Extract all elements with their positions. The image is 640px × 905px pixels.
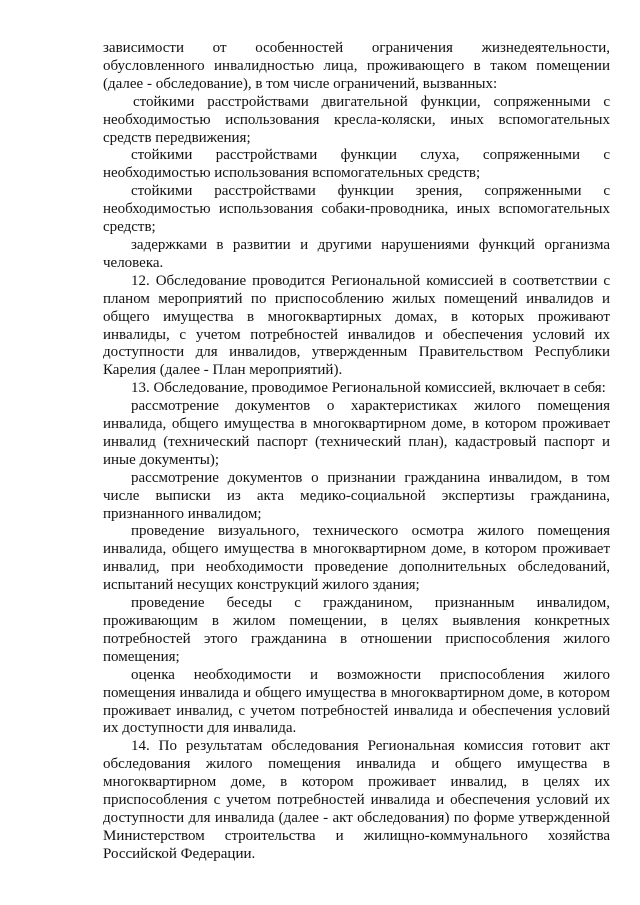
paragraph-review-housing-docs: рассмотрение документов о характеристиках жилого помещения инвалида, общего имущества в многоквартирном доме, в котором проживает инвалид (технический паспорт (технический план), кадастровый паспорт и иные документы); [103,398,610,468]
paragraph-developmental-delays: задержками в развитии и другими нарушениями функций организма человека. [103,236,610,271]
paragraph-continuation: зависимости от особенностей ограничения жизнедеятельности, обусловленного инвалидностью лица, проживающего в таком помещении (далее - обследование), в том числе ограничений, вызванных: [103,40,610,92]
paragraph-motor-function: стойкими расстройствами двигательной функции, сопряженными с необходимостью использования кресла-коляски, иных вспомогательных средств передвижения; [103,93,610,146]
paragraph-hearing-function: стойкими расстройствами функции слуха, сопряженными с необходимостью использования вспомогательных средств; [103,147,610,182]
document-page [103,40,610,864]
paragraph-item-14: 14. По результатам обследования Региональная комиссия готовит акт обследования жилого помещения инвалида и общего имущества в многоквартирном доме, в котором проживает инвалид, в целях их приспособления с учетом потребностей инвалида и обеспечения условий их доступности для инвалида (далее - акт обследования) по форме утвержденной Министерством строительства и жилищно-коммунального хозяйства Российской Федерации. [103,738,610,862]
paragraph-item-13: 13. Обследование, проводимое Региональной комиссией, включает в себя: [131,380,606,397]
paragraph-assessment: оценка необходимости и возможности приспособления жилого помещения инвалида и общего имущества в многоквартирном доме, в котором проживает инвалид, с учетом потребностей инвалида и обеспечения условий их доступности для инвалида. [103,666,610,737]
paragraph-item-12: 12. Обследование проводится Региональной комиссией в соответствии с планом мероприятий по приспособлению жилых помещений инвалидов и общего имущества в многоквартирных домах, в которых проживают инвалиды, с учетом потребностей инвалидов и обеспечения условий их доступности для инвалидов, утвержденным Правительством Республики Карелия (далее - План мероприятий). [103,272,610,379]
paragraph-vision-function: стойкими расстройствами функции зрения, сопряженными с необходимостью использования собаки-проводника, иных вспомогательных средств; [103,183,610,236]
paragraph-interview: проведение беседы с гражданином, признанным инвалидом, проживающим в жилом помещении, в целях выявления конкретных потребностей этого гражданина в отношении приспособления жилого помещения; [103,595,610,665]
paragraph-visual-inspection: проведение визуального, технического осмотра жилого помещения инвалида, общего имущества в многоквартирном доме, в котором проживает инвалид, при необходимости проведение дополнительных обследований, испытаний несущих конструкций жилого здания; [103,523,610,594]
paragraph-review-disability-docs: рассмотрение документов о признании гражданина инвалидом, в том числе выписки из акта медико-социальной экспертизы гражданина, признанного инвалидом; [103,469,610,522]
